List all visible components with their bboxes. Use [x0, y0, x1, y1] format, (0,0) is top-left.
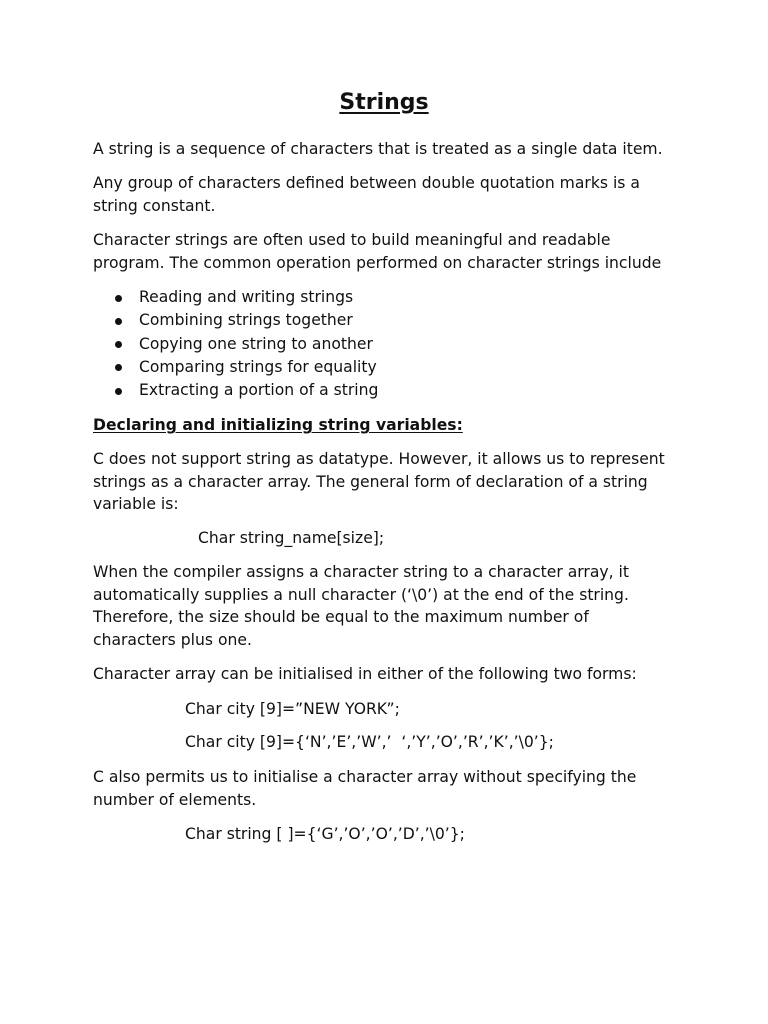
bullet-icon: [115, 364, 122, 371]
code-init-string: Char city [9]=”NEW YORK”;: [185, 700, 400, 718]
paragraph-character-strings: Character strings are often used to build meaningful and readable program. The common operation performed on character strings include: [93, 231, 662, 272]
code-declaration: Char string_name[size];: [198, 529, 385, 547]
paragraph-unsized-array: C also permits us to initialise a character array without specifying the number of elements.: [93, 768, 637, 809]
paragraph-init-forms: Character array can be initialised in either of the following two forms:: [93, 665, 637, 683]
list-item: [93, 286, 378, 309]
list-item: [93, 333, 378, 356]
list-item-label: Reading and writing strings: [139, 288, 354, 306]
bullet-icon: [115, 388, 122, 395]
bullet-icon: [115, 318, 122, 325]
paragraph-null-character: When the compiler assigns a character string to a character array, it automatically supplies a null character (‘\0’) at the end of the string. Therefore, the size should be equal to the maximum number of characters plus one.: [93, 563, 629, 649]
list-item: [93, 356, 378, 379]
bullet-icon: [115, 341, 122, 348]
paragraph-definition: A string is a sequence of characters that is treated as a single data item.: [93, 140, 663, 158]
page-title: Strings: [339, 90, 429, 115]
code-init-array: Char city [9]={‘N’,’E’,’W’,’ ‘,’Y’,’O’,’R’,’K’,’\0’};: [185, 733, 554, 751]
paragraph-string-constant: Any group of characters defined between double quotation marks is a string constant.: [93, 174, 640, 215]
list-item-label: Copying one string to another: [139, 334, 373, 353]
section-heading: Declaring and initializing string variables:: [93, 416, 463, 434]
list-item: [93, 379, 378, 402]
list-item: [93, 309, 378, 332]
paragraph-character-array: C does not support string as datatype. However, it allows us to represent strings as a character array. The general form of declaration of a string variable is:: [93, 450, 665, 513]
list-item-label: Extracting a portion of a string: [139, 381, 379, 400]
list-item-label: Combining strings together: [139, 311, 353, 330]
operations-list: [93, 286, 378, 402]
bullet-icon: [115, 295, 122, 302]
code-init-unsized: Char string [ ]={‘G’,’O’,’O’,’D’,’\0’};: [185, 825, 465, 843]
list-item-label: Comparing strings for equality: [139, 357, 377, 376]
